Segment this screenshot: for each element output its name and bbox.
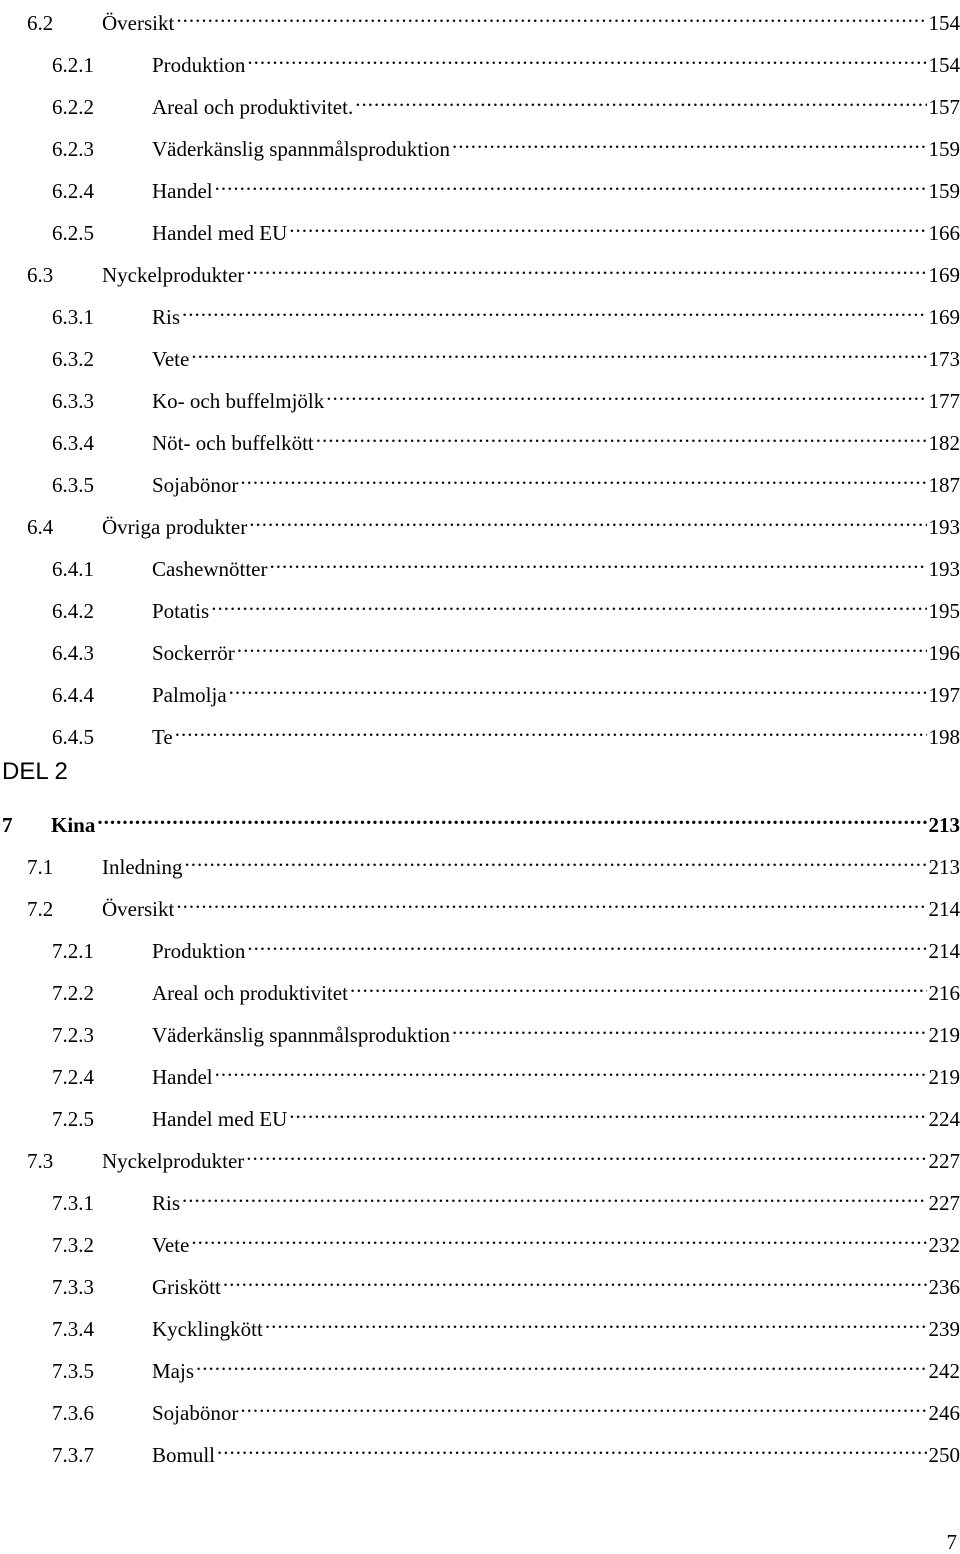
toc-entry[interactable]	[52, 1348, 960, 1383]
toc-entry[interactable]	[52, 210, 960, 245]
toc-entry-title: Te	[152, 725, 173, 749]
dot-leader	[196, 1348, 927, 1378]
toc-entry-title: Produktion	[152, 53, 246, 77]
toc-entry-title: Nyckelprodukter	[102, 1149, 245, 1173]
toc-entry[interactable]	[52, 1390, 960, 1425]
toc-entry-number: 7.3.7	[52, 1443, 94, 1467]
dot-leader	[452, 1012, 926, 1042]
toc-entry-title: Palmolja	[152, 683, 227, 707]
toc-entry-page: 197	[928, 683, 960, 707]
toc-entry-number: 6.2.3	[52, 137, 94, 161]
dot-leader	[246, 252, 926, 282]
toc-entry-title: Väderkänslig spannmålsproduktion	[152, 137, 451, 161]
toc-entry[interactable]	[52, 42, 960, 77]
toc-entry-page: 196	[928, 641, 960, 665]
toc-entry-page: 182	[928, 431, 960, 455]
toc-entry[interactable]	[52, 588, 960, 623]
toc-entry-number: 6.4.2	[52, 599, 94, 623]
toc-entry[interactable]	[52, 336, 960, 371]
toc-entry-number: 7.2.5	[52, 1107, 94, 1131]
toc-entry-title: Majs	[152, 1359, 194, 1383]
toc-entry-page: 195	[928, 599, 960, 623]
toc-entry-number: 6.4	[27, 515, 54, 539]
toc-entry-number: 7.2.3	[52, 1023, 94, 1047]
toc-entry-page: 227	[928, 1149, 960, 1173]
toc-entry-number: 6.2.1	[52, 53, 94, 77]
toc-entry-page: 246	[928, 1401, 960, 1425]
toc-entry-page: 219	[928, 1023, 960, 1047]
toc-entry-page: 227	[928, 1191, 960, 1215]
dot-leader	[211, 588, 926, 618]
toc-entry-title: Produktion	[152, 939, 246, 963]
dot-leader	[215, 168, 927, 198]
toc-entry-title: Övriga produkter	[102, 515, 248, 539]
dot-leader	[240, 1390, 926, 1420]
toc-entry[interactable]	[52, 126, 960, 161]
toc-entry[interactable]	[52, 1012, 960, 1047]
toc-entry-title: Sojabönor	[152, 473, 239, 497]
toc-entry-page: 236	[928, 1275, 960, 1299]
toc-entry-number: 7.1	[27, 855, 54, 879]
toc-entry-page: 159	[928, 179, 960, 203]
toc-entry-title: Nyckelprodukter	[102, 263, 245, 287]
toc-entry-title: Sojabönor	[152, 1401, 239, 1425]
toc-entry[interactable]	[52, 1054, 960, 1089]
toc-entry-number: 7.3.4	[52, 1317, 94, 1341]
dot-leader	[191, 1222, 926, 1252]
toc-entry-number: 6.2.2	[52, 95, 94, 119]
dot-leader	[184, 844, 926, 874]
dot-leader	[229, 672, 927, 702]
toc-entry[interactable]	[27, 1138, 960, 1173]
dot-leader	[355, 84, 926, 114]
toc-entry-title: Cashewnötter	[152, 557, 268, 581]
dot-leader	[350, 970, 927, 1000]
toc-entry-number: 7.3	[27, 1149, 54, 1173]
toc-entry[interactable]	[52, 168, 960, 203]
toc-entry[interactable]	[52, 970, 960, 1005]
dot-leader	[265, 1306, 927, 1336]
toc-entry-title: Nöt- och buffelkött	[152, 431, 314, 455]
toc-entry[interactable]	[52, 546, 960, 581]
toc-entry-title: Vete	[152, 1233, 190, 1257]
toc-entry-number: 7.3.2	[52, 1233, 94, 1257]
toc-entry[interactable]	[27, 504, 960, 539]
toc-entry-page: 214	[928, 897, 960, 921]
toc-entry-page: 239	[928, 1317, 960, 1341]
toc-entry[interactable]	[52, 672, 960, 707]
dot-leader	[289, 1096, 926, 1126]
toc-entry-number: 6.4.1	[52, 557, 94, 581]
toc-entry[interactable]	[52, 1306, 960, 1341]
toc-entry-number: 6.2.4	[52, 179, 94, 203]
toc-entry-number: 6.2.5	[52, 221, 94, 245]
toc-entry-title: Ris	[152, 305, 181, 329]
dot-leader	[316, 420, 927, 450]
dot-leader	[176, 886, 926, 916]
toc-entry-title: Översikt	[102, 11, 175, 35]
dot-leader	[215, 1054, 927, 1084]
toc-entry-title: Kycklingkött	[152, 1317, 263, 1341]
toc-entry-number: 6.3.3	[52, 389, 94, 413]
toc-entry-number: 7.2	[27, 897, 54, 921]
toc-entry-title: Inledning	[102, 855, 183, 879]
dot-leader	[247, 928, 926, 958]
toc-entry-number: 7.3.1	[52, 1191, 94, 1215]
dot-leader	[223, 1264, 927, 1294]
toc-entry-page: 224	[928, 1107, 960, 1131]
toc-entry-page: 213	[928, 813, 960, 837]
dot-leader	[249, 504, 926, 534]
toc-entry-page: 214	[928, 939, 960, 963]
toc-entry-title: Vete	[152, 347, 190, 371]
toc-entry-page: 159	[928, 137, 960, 161]
dot-leader	[97, 802, 926, 832]
toc-entry-number: 6.3.1	[52, 305, 94, 329]
toc-entry-title: Översikt	[102, 897, 175, 921]
toc-entry-page: 232	[928, 1233, 960, 1257]
dot-leader	[247, 42, 926, 72]
toc-entry-page: 169	[928, 305, 960, 329]
toc-entry-page: 169	[928, 263, 960, 287]
toc-entry-page: 213	[928, 855, 960, 879]
toc-entry[interactable]	[2, 802, 960, 837]
toc-entry-page: 173	[928, 347, 960, 371]
page-number: 7	[946, 1530, 957, 1554]
toc-entry-number: 7.3.5	[52, 1359, 94, 1383]
toc-entry-number: 7.2.2	[52, 981, 94, 1005]
toc-entry-title: Handel med EU	[152, 1107, 288, 1131]
toc-entry-number: 6.3.2	[52, 347, 94, 371]
toc-entry-title: Areal och produktivitet	[152, 981, 348, 1005]
toc-entry-title: Bomull	[152, 1443, 216, 1467]
toc-entry-title: Griskött	[152, 1275, 221, 1299]
toc-entry-title: Potatis	[152, 599, 210, 623]
toc-entry-page: 242	[928, 1359, 960, 1383]
toc-entry-page: 198	[928, 725, 960, 749]
toc-entry[interactable]	[52, 420, 960, 455]
toc-entry-title: Kina	[51, 813, 96, 837]
dot-leader	[326, 378, 926, 408]
toc-entry-title: Väderkänslig spannmålsproduktion	[152, 1023, 451, 1047]
dot-leader	[246, 1138, 926, 1168]
toc-entry-page: 250	[928, 1443, 960, 1467]
toc-entry[interactable]	[52, 1432, 960, 1467]
dot-leader	[217, 1432, 926, 1462]
toc-entry-number: 7.2.4	[52, 1065, 94, 1089]
toc-entry-title: Ris	[152, 1191, 181, 1215]
toc-entry-number: 6.3.5	[52, 473, 94, 497]
toc-entry[interactable]	[52, 928, 960, 963]
toc-entry-page: 193	[928, 515, 960, 539]
toc-entry[interactable]	[52, 84, 960, 119]
toc-entry[interactable]	[52, 1264, 960, 1299]
toc-entry-number: 6.4.4	[52, 683, 94, 707]
dot-leader	[191, 336, 926, 366]
toc-entry[interactable]	[52, 1096, 960, 1131]
toc-entry[interactable]	[52, 294, 960, 329]
toc-entry[interactable]	[52, 1180, 960, 1215]
dot-leader	[289, 210, 926, 240]
toc-entry[interactable]	[52, 462, 960, 497]
toc-entry-title: Handel	[152, 1065, 213, 1089]
toc-entry-page: 154	[928, 11, 960, 35]
toc-entry-title: Handel	[152, 179, 213, 203]
toc-entry[interactable]	[52, 714, 960, 749]
toc-entry-title: Areal och produktivitet.	[152, 95, 354, 119]
toc-entry-title: Sockerrör	[152, 641, 235, 665]
toc-entry-page: 154	[928, 53, 960, 77]
toc-entry[interactable]	[27, 0, 960, 35]
toc-entry-number: 6.4.5	[52, 725, 94, 749]
toc-entry-page: 187	[928, 473, 960, 497]
toc-entry-number: 7.2.1	[52, 939, 94, 963]
dot-leader	[240, 462, 926, 492]
toc-entry-number: 6.2	[27, 11, 54, 35]
toc-entry[interactable]	[27, 886, 960, 921]
dot-leader	[237, 630, 927, 660]
toc-entry-page: 166	[928, 221, 960, 245]
toc-entry-page: 193	[928, 557, 960, 581]
toc-entry[interactable]	[52, 630, 960, 665]
toc-entry-page: 219	[928, 1065, 960, 1089]
toc-entry-page: 216	[928, 981, 960, 1005]
toc-entry-page: 157	[928, 95, 960, 119]
toc-entry-title: Ko- och buffelmjölk	[152, 389, 325, 413]
toc-entry[interactable]	[27, 844, 960, 879]
dot-leader	[182, 294, 926, 324]
toc-entry[interactable]	[52, 378, 960, 413]
dot-leader	[176, 0, 926, 30]
toc-entry-number: 6.4.3	[52, 641, 94, 665]
toc-entry-title: Handel med EU	[152, 221, 288, 245]
dot-leader	[269, 546, 926, 576]
toc-entry-number: 7.3.6	[52, 1401, 94, 1425]
toc-entry-number: 7	[2, 813, 13, 837]
dot-leader	[175, 714, 927, 744]
toc-entry-number: 7.3.3	[52, 1275, 94, 1299]
dot-leader	[182, 1180, 926, 1210]
part-heading: DEL 2	[2, 758, 68, 785]
toc-entry[interactable]	[52, 1222, 960, 1257]
toc-entry-page: 177	[928, 389, 960, 413]
dot-leader	[452, 126, 926, 156]
toc-entry-number: 6.3	[27, 263, 54, 287]
toc-entry[interactable]	[27, 252, 960, 287]
toc-entry-number: 6.3.4	[52, 431, 94, 455]
